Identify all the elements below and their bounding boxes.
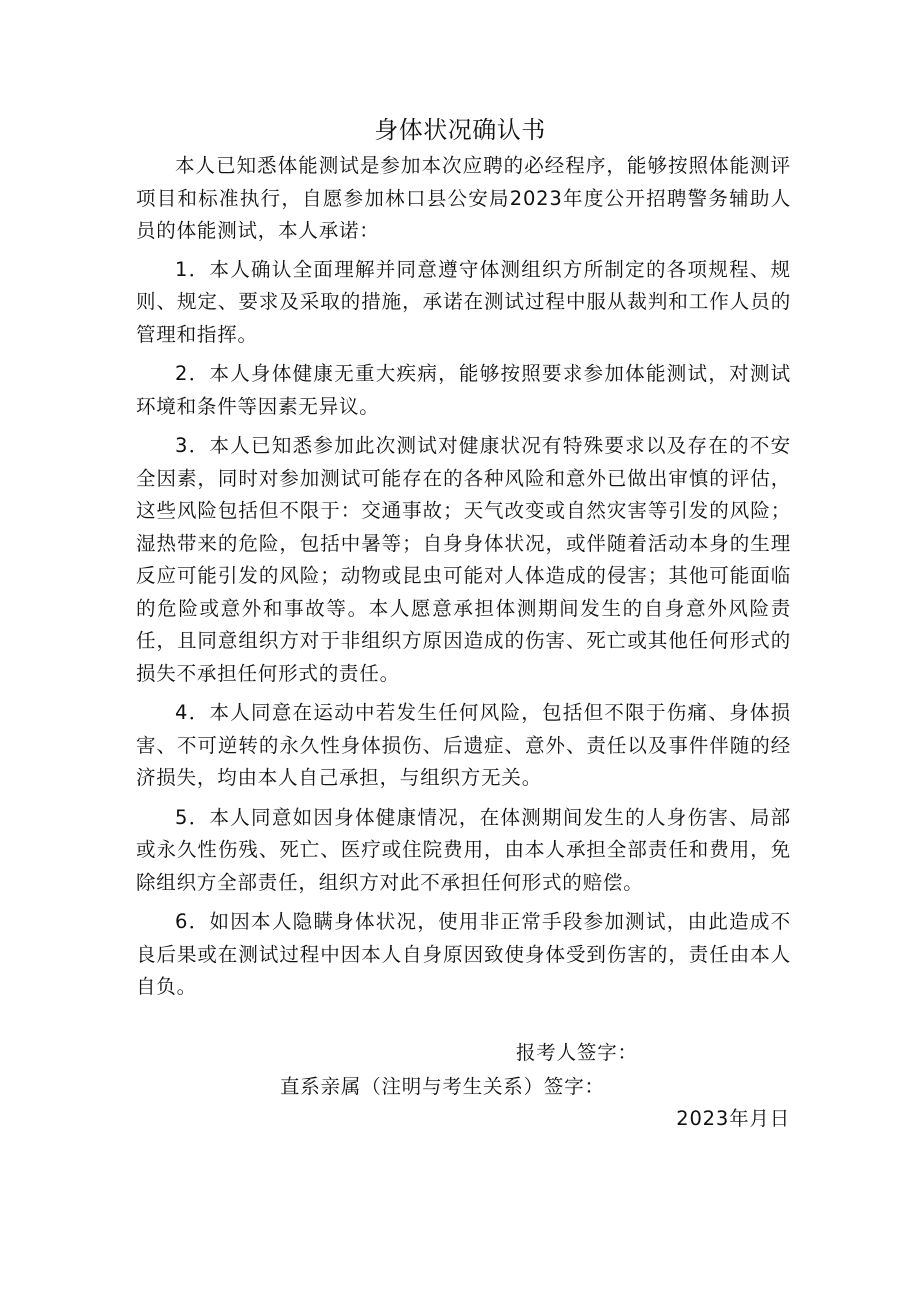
commitment-item-5: 5．本人同意如因身体健康情况，在体测期间发生的人身伤害、局部或永久性伤残、死亡、医疗或住院费用，由本人承担全部责任和费用，免除组织方全部责任，组织方对此不承担任何形式的赔偿。 — [136, 805, 791, 894]
commitment-item-2: 2．本人身体健康无重大疾病，能够按照要求参加体能测试，对测试环境和条件等因素无异议。 — [136, 362, 791, 418]
commitment-item-6: 6．如因本人隐瞒身体状况，使用非正常手段参加测试，由此造成不良后果或在测试过程中因本人自身原因致使身体受到伤害的，责任由本人自负。 — [136, 910, 791, 998]
commitment-item-4: 4．本人同意在运动中若发生任何风险，包括但不限于伤痛、身体损害、不可逆转的永久性身体损伤、后遗症、意外、责任以及事件伴随的经济损失，均由本人自己承担，与组织方无关。 — [136, 701, 791, 789]
commitment-item-3: 3．本人已知悉参加此次测试对健康状况有特殊要求以及存在的不安全因素，同时对参加测试可能存在的各种风险和意外已做出审慎的评估，这些风险包括但不限于：交通事故；天气改变或自然灾害等引发的风险；湿热带来的危险，包括中暑等；自身身体状况，或伴随着活动本身的生理反应可能引发的风险；动物或昆虫可能对人体造成的侵害；其他可能面临的危险或意外和事故等。本人愿意承担体测期间发生的自身意外风险责任，且同意组织方对于非组织方原因造成的伤害、死亡或其他任何形式的损失不承担任何形式的责任。 — [136, 434, 791, 685]
document-title: 身体状况确认书 — [374, 116, 546, 144]
examinee-signature-label: 报考人签字： — [516, 1041, 638, 1064]
document-body — [136, 150, 791, 1011]
signature-date: 2023年月日 — [676, 1107, 790, 1130]
intro-paragraph: 本人已知悉体能测试是参加本次应聘的必经程序，能够按照体能测评项目和标准执行，自愿参加林口县公安局2023年度公开招聘警务辅助人员的体能测试，本人承诺： — [136, 154, 791, 242]
relative-signature-label: 直系亲属（注明与考生关系）签字： — [280, 1075, 605, 1098]
commitment-item-1: 1．本人确认全面理解并同意遵守体测组织方所制定的各项规程、规则、规定、要求及采取的措施，承诺在测试过程中服从裁判和工作人员的管理和指挥。 — [136, 257, 791, 346]
